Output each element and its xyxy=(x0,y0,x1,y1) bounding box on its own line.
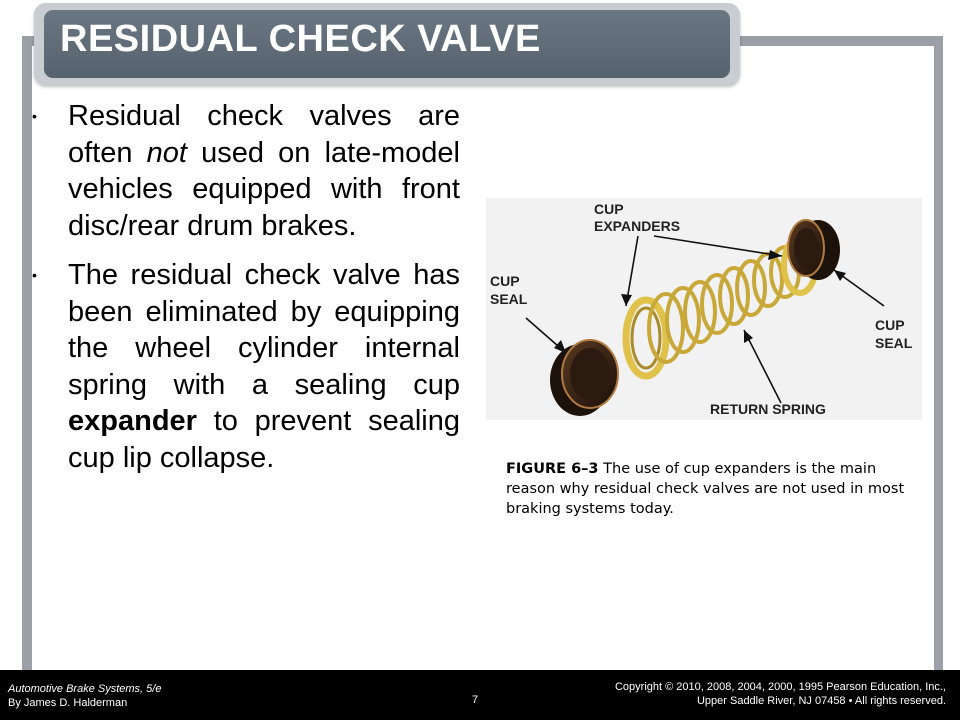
footer-copyright xyxy=(615,680,946,708)
label-cup-seal-left-line2: SEAL xyxy=(490,291,528,307)
label-cup-seal-right-line2: SEAL xyxy=(875,335,913,351)
bullet-text-part: used on late-model vehicles equipped with front disc/rear drum brakes. xyxy=(68,136,460,242)
bullet-list xyxy=(30,98,460,489)
slide-title: RESIDUAL CHECK VALVE xyxy=(60,18,541,60)
left-cup-seal xyxy=(550,340,618,416)
bullet-item xyxy=(30,98,460,244)
spring-illustration xyxy=(486,198,922,420)
label-cup-expanders-line2: EXPANDERS xyxy=(594,218,681,234)
footer-book-info xyxy=(8,682,161,710)
bullet-text-part: Residual check valves are often xyxy=(68,100,460,169)
wheel-cylinder-figure xyxy=(486,198,922,420)
bullet-emphasis: not xyxy=(146,136,187,169)
copyright-line-1: Copyright © 2010, 2008, 2004, 2000, 1995 Pearson Education, Inc., xyxy=(614,681,946,693)
footer-book-title: Automotive Brake Systems, 5/e xyxy=(8,683,162,695)
bullet-text xyxy=(68,98,460,244)
bullet-dot-icon: • xyxy=(32,267,37,283)
figure-caption xyxy=(506,459,906,519)
label-return-spring: RETURN SPRING xyxy=(710,401,826,417)
footer-author: By James D. Halderman xyxy=(8,697,128,709)
bullet-text-part: to prevent sealing cup lip collapse. xyxy=(68,405,460,474)
bullet-text xyxy=(68,257,460,476)
footer-bar xyxy=(0,670,960,720)
return-spring-coils xyxy=(626,237,816,376)
figure-number: FIGURE 6–3 xyxy=(506,461,599,477)
label-cup-seal-right-line1: CUP xyxy=(875,317,905,333)
page-number: 7 xyxy=(472,694,479,706)
bullet-bold-term: expander xyxy=(68,405,197,437)
label-cup-seal-left-line1: CUP xyxy=(490,273,520,289)
figure-caption-text: The use of cup expanders is the main reason why residual check valves are not used in most braking systems today. xyxy=(506,461,905,517)
label-cup-expanders-line1: CUP xyxy=(594,201,624,217)
bullet-dot-icon: • xyxy=(32,108,37,124)
bullet-item xyxy=(30,257,460,476)
bullet-text-part: The residual check valve has been eliminated by equipping the wheel cylinder internal spring with a sealing cup xyxy=(68,259,460,401)
slide-frame-right xyxy=(934,36,943,670)
right-cup-seal xyxy=(788,220,840,280)
copyright-line-2: Upper Saddle River, NJ 07458 • All rights reserved. xyxy=(696,695,946,707)
